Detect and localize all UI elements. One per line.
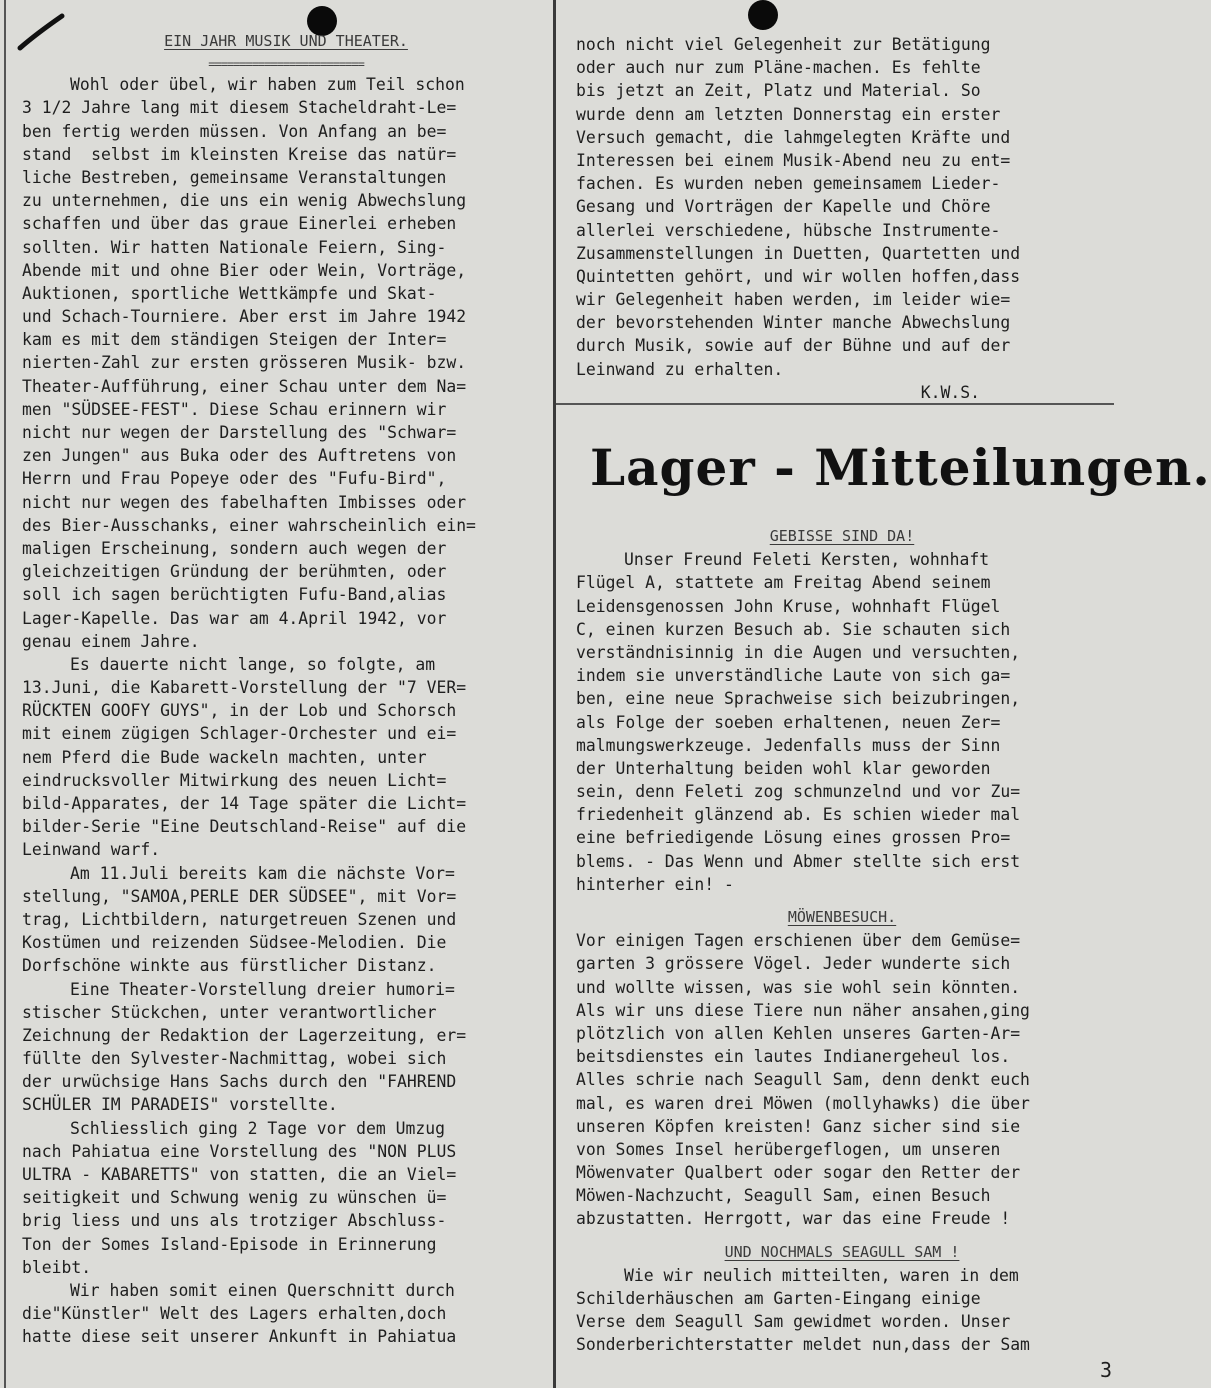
section-heading: UND NOCHMALS SEAGULL SAM ! — [724, 1242, 960, 1261]
text-line: Zusammenstellungen in Duetten, Quartetten und — [576, 243, 1021, 263]
text-line: bis jetzt an Zeit, Platz und Material. So — [576, 81, 981, 101]
text-line: 3 1/2 Jahre lang mit diesem Stacheldraht-Le= — [22, 98, 457, 118]
text-line: seitigkeit und Schwung wenig zu wünschen ü= — [22, 1188, 447, 1208]
text-line: genau einem Jahre. — [22, 631, 200, 651]
text-line: hinterher ein! - — [576, 874, 734, 894]
text-line: stand selbst im kleinsten Kreise das natür= — [22, 144, 457, 164]
text-line: Verse dem Seagull Sam gewidmet worden. Unser — [576, 1312, 1011, 1332]
text-line: stellung, "SAMOA,PERLE DER SÜDSEE", mit Vor= — [22, 886, 457, 906]
text-line: trag, Lichtbildern, naturgetreuen Szenen und — [22, 909, 457, 929]
text-line: bleibt. — [22, 1257, 92, 1277]
left-column — [22, 30, 550, 1349]
text-line: Alles schrie nach Seagull Sam, denn denkt euch — [576, 1070, 1030, 1090]
text-line: ben, eine neue Sprachweise sich beizubringen, — [576, 689, 1021, 709]
text-line: nem Pferd die Bude wackeln machten, unter — [22, 747, 427, 767]
punch-hole — [748, 0, 778, 30]
text-line: hatte diese seit unserer Ankunft in Pahiatua — [22, 1327, 457, 1347]
text-line: der urwüchsige Hans Sachs durch den "FAHREND — [22, 1072, 457, 1092]
text-line: beitsdienstes ein lautes Indianergeheul los. — [576, 1047, 1011, 1067]
text-line: als Folge der soeben erhaltenen, neuen Zer= — [576, 712, 1001, 732]
text-line: kam es mit dem ständigen Steigen der Inter= — [22, 330, 447, 350]
text-line: oder auch nur zum Pläne-machen. Es fehlte — [576, 58, 981, 78]
text-line: friedenheit glänzend ab. Es schien wieder mal — [576, 805, 1021, 825]
text-line: zen Jungen" aus Buka oder des Auftretens von — [22, 446, 457, 466]
text-line: Interessen bei einem Musik-Abend neu zu ent= — [576, 150, 1011, 170]
text-line: des Bier-Ausschanks, einer wahrscheinlich ein= — [22, 515, 476, 535]
text-line: brig liess und uns als trotziger Abschluss- — [22, 1211, 447, 1231]
text-line: und wollte wissen, was sie wohl sein könnten. — [576, 977, 1021, 997]
text-line: malmungswerkzeuge. Jedenfalls muss der Sinn — [576, 735, 1001, 755]
text-line: nicht nur wegen des fabelhaften Imbisses oder — [22, 492, 467, 512]
left-edge-rule — [4, 0, 6, 1388]
text-line: SCHÜLER IM PARADEIS" vorstellte. — [22, 1095, 338, 1115]
text-line: Am 11.Juli bereits kam die nächste Vor= — [70, 863, 455, 883]
text-line: RÜCKTEN GOOFY GUYS", in der Lob und Schorsch — [22, 701, 457, 721]
lager-mitteilungen-title: Lager - Mitteilungen. — [590, 438, 1211, 497]
text-line: mal, es waren drei Möwen (mollyhawks) die über — [576, 1093, 1030, 1113]
text-line: eine befriedigende Lösung eines grossen Pro= — [576, 828, 1011, 848]
text-line: garten 3 grössere Vögel. Jeder wunderte sich — [576, 954, 1011, 974]
text-line: bild-Apparates, der 14 Tage später die Licht= — [22, 794, 467, 813]
text-line: Ton der Somes Island-Episode in Erinnerung — [22, 1234, 437, 1254]
text-line: Quintetten gehört, und wir wollen hoffen,dass — [576, 266, 1021, 286]
text-line: allerlei verschiedene, hübsche Instrumente- — [576, 220, 1001, 240]
text-line: Schliesslich ging 2 Tage vor dem Umzug — [70, 1118, 445, 1138]
text-line: Wir haben somit einen Querschnitt durch — [70, 1280, 455, 1300]
text-line: Theater-Aufführung, einer Schau unter dem Na= — [22, 376, 467, 396]
text-line: von Somes Insel herübergeflogen, um unseren — [576, 1139, 1001, 1159]
text-line: fachen. Es wurden neben gemeinsamem Lieder- — [576, 174, 1001, 194]
text-line: sein, denn Feleti zog schmunzelnd und vor Zu= — [576, 782, 1021, 802]
text-line: Kostümen und reizenden Südsee-Melodien. Die — [22, 933, 447, 953]
text-line: Flügel A, stattete am Freitag Abend seinem — [576, 573, 991, 593]
article-title: EIN JAHR MUSIK UND THEATER. — [164, 32, 408, 50]
section-heading: GEBISSE SIND DA! — [769, 527, 915, 545]
text-line: Schilderhäuschen am Garten-Eingang einige — [576, 1289, 981, 1308]
text-line: Auktionen, sportliche Wettkämpfe und Skat- — [22, 283, 437, 303]
text-line: Leinwand warf. — [22, 840, 161, 860]
text-line: Leidensgenossen John Kruse, wohnhaft Flügel — [576, 596, 1001, 616]
text-line: Eine Theater-Vorstellung dreier humori= — [70, 979, 455, 999]
text-line: Vor einigen Tagen erschienen über dem Gemüse= — [576, 931, 1021, 951]
text-line: wir Gelegenheit haben werden, im leider wie= — [576, 290, 1011, 310]
text-line: men "SÜDSEE-FEST". Diese Schau erinnern wir — [22, 399, 447, 419]
text-line: Lager-Kapelle. Das war am 4.April 1942, vor — [22, 608, 447, 628]
notices — [576, 525, 1108, 1357]
text-line: sollten. Wir hatten Nationale Feiern, Sing- — [22, 237, 447, 257]
text-line: Wie wir neulich mitteilten, waren in dem — [624, 1265, 1019, 1285]
text-line: wurde denn am letzten Donnerstag ein erster — [576, 104, 1001, 124]
text-line: soll ich sagen berüchtigten Fufu-Band,alias — [22, 585, 447, 605]
text-line: nicht nur wegen der Darstellung des "Schwar= — [22, 423, 457, 442]
text-line: die"Künstler" Welt des Lagers erhalten,doch — [22, 1304, 447, 1324]
text-line: Wohl oder übel, wir haben zum Teil schon — [70, 75, 465, 95]
text-line: füllte den Sylvester-Nachmittag, wobei sich — [22, 1049, 447, 1069]
text-line: C, einen kurzen Besuch ab. Sie schauten sich — [576, 619, 1011, 639]
text-line: Unser Freund Feleti Kersten, wohnhaft — [624, 550, 990, 570]
text-line: Leinwand zu erhalten. — [576, 359, 784, 379]
column-divider — [553, 0, 556, 1388]
text-line: der bevorstehenden Winter manche Abwechslung — [576, 313, 1011, 333]
text-line: mit einem zügigen Schlager-Orchester und ei= — [22, 724, 457, 744]
text-line: 13.Juni, die Kabarett-Vorstellung der "7 VER= — [22, 678, 467, 698]
text-line: bilder-Serie "Eine Deutschland-Reise" auf die — [22, 817, 467, 837]
page-number: 3 — [1099, 1358, 1112, 1382]
section-heading: MÖWENBESUCH. — [787, 908, 897, 926]
text-line: Möwenvater Qualbert oder sogar den Retter der — [576, 1163, 1021, 1183]
text-line: der Unterhaltung beiden wohl klar geworden — [576, 758, 991, 778]
text-line: Abende mit und ohne Bier oder Wein, Vorträge, — [22, 260, 467, 280]
text-line: Es dauerte nicht lange, so folgte, am — [70, 654, 436, 674]
text-line: Gesang und Vorträgen der Kapelle und Chöre — [576, 197, 991, 217]
text-line: durch Musik, sowie auf der Bühne und auf der — [576, 336, 1011, 356]
text-line: plötzlich von allen Kehlen unseres Garten-Ar= — [576, 1023, 1021, 1043]
right-bottom-column — [576, 525, 1108, 1357]
article-continuation — [576, 33, 1108, 381]
text-line: verständnisinnig in die Augen und versuchten, — [576, 642, 1021, 662]
signature: K.W.S. — [920, 382, 980, 402]
text-line: Dorfschöne winkte aus fürstlicher Distanz. — [22, 956, 437, 976]
text-line: blems. - Das Wenn und Abmer stellte sich erst — [576, 851, 1021, 871]
text-line: ULTRA - KABARETTS" von statten, die an Viel= — [22, 1165, 457, 1184]
text-line: nierten-Zahl zur ersten grösseren Musik- bzw. — [22, 353, 467, 373]
text-line: noch nicht viel Gelegenheit zur Betätigung — [576, 35, 991, 54]
text-line: abzustatten. Herrgott, war das eine Freude ! — [576, 1209, 1011, 1229]
text-line: gleichzeitigen Gründung der berühmten, oder — [22, 562, 447, 582]
text-line: zu unternehmen, die uns ein wenig Abwechslung — [22, 191, 467, 211]
text-line: unseren Köpfen kreisten! Ganz sicher sind sie — [576, 1116, 1021, 1136]
text-line: Versuch gemacht, die lahmgelegten Kräfte und — [576, 127, 1011, 147]
text-line: und Schach-Tourniere. Aber erst im Jahre 1942 — [22, 307, 467, 327]
title-rule: ========================= — [208, 57, 364, 72]
text-line: Herrn und Frau Popeye oder des "Fufu-Bird", — [22, 469, 447, 489]
text-line: maligen Erscheinung, sondern auch wegen der — [22, 538, 447, 558]
text-line: nach Pahiatua eine Vorstellung des "NON PLUS — [22, 1141, 457, 1161]
text-line: liche Bestreben, gemeinsame Veranstaltungen — [22, 167, 447, 187]
text-line: Sonderberichterstatter meldet nun,dass der Sam — [576, 1335, 1030, 1355]
text-line: Möwen-Nachzucht, Seagull Sam, einen Besuch — [576, 1186, 991, 1206]
text-line: indem sie unverständliche Laute von sich ga= — [576, 666, 1011, 686]
text-line: stischer Stückchen, unter verantwortlicher — [22, 1002, 437, 1022]
text-line: Als wir uns diese Tiere nun näher ansahen,ging — [576, 1000, 1030, 1020]
article-body — [22, 73, 550, 1348]
text-line: Zeichnung der Redaktion der Lagerzeitung, er= — [22, 1025, 467, 1045]
text-line: schaffen und über das graue Einerlei erheben — [22, 214, 457, 234]
text-line: eindrucksvoller Mitwirkung des neuen Licht= — [22, 770, 447, 790]
right-top-column — [576, 33, 1108, 404]
text-line: ben fertig werden müssen. Von Anfang an be= — [22, 121, 447, 141]
